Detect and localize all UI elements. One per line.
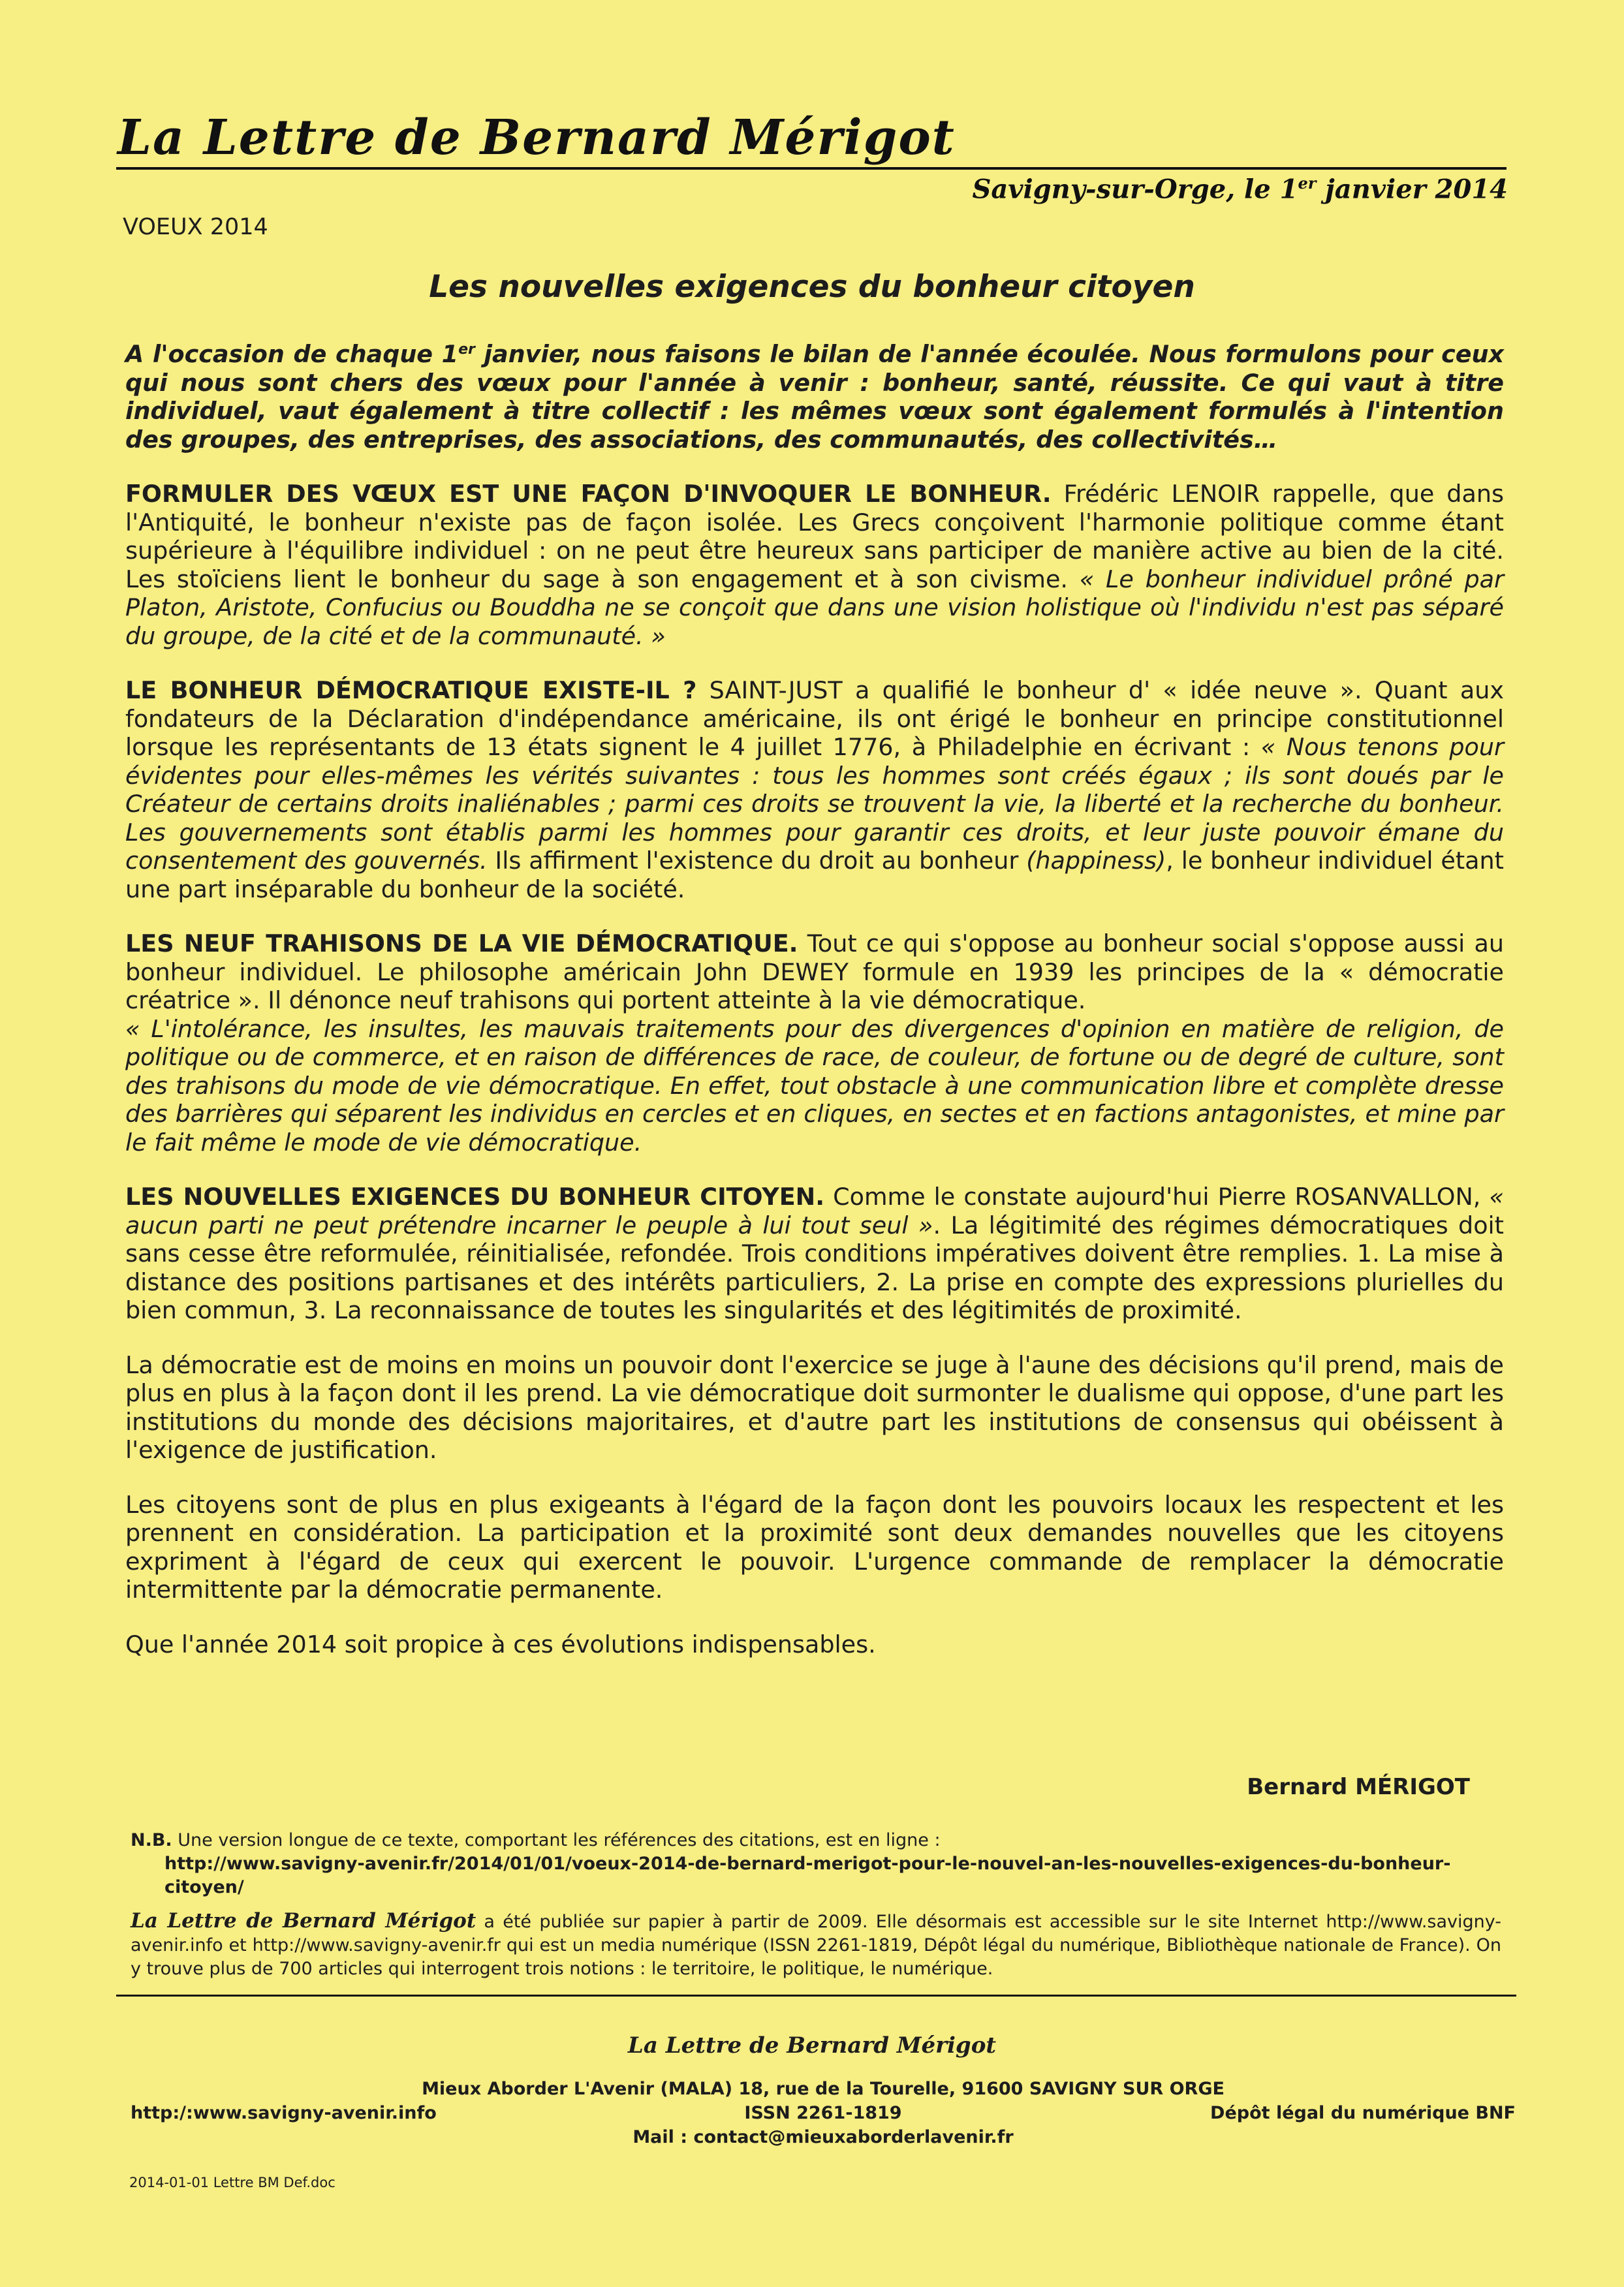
file-name: 2014-01-01 Lettre BM Def.doc <box>129 2175 336 2190</box>
footer-row <box>131 2077 1516 2101</box>
section-heading: FORMULER DES VŒUX EST UNE FAÇON D'INVOQUER LE BONHEUR. <box>125 480 1052 508</box>
note-text: Une version longue de ce texte, comportant les références des citations, est en ligne : <box>172 1830 941 1850</box>
section-heading: LES NEUF TRAHISONS DE LA VIE DÉMOCRATIQUE. <box>125 929 798 958</box>
section-2 <box>125 676 1504 903</box>
lead-paragraph <box>125 335 1504 454</box>
note-url-link[interactable]: http://www.savigny-avenir.fr/2014/01/01/voeux-2014-de-bernard-merigot-pour-le-nouvel-an-les-nouvelles-exigences-du-bonheur-citoyen/ <box>164 1854 1451 1897</box>
dateline-sup: er <box>1298 174 1317 193</box>
section-1 <box>125 480 1504 650</box>
section-text: , le bonheur individuel étant une part inséparable du bonheur de la société. <box>125 847 1504 903</box>
masthead: La Lettre de Bernard Mérigot <box>117 110 956 166</box>
lead-text-end: janvier, nous faisons le bilan de l'année écoulée. Nous formulons pour ceux qui nous sont chers des vœux pour l'année à venir : bonheur, santé, réussite. Ce qui vaut à titre individuel, vaut également à titre collectif : les mêmes vœux sont également formulés à l'intention des groupes, des entreprises, des associations, des communautés, des collectivités… <box>125 340 1504 454</box>
signature: Bernard MÉRIGOT <box>1247 1774 1470 1800</box>
about-block <box>131 1909 1501 1981</box>
section-text: Comme le constate aujourd'hui Pierre ROSANVALLON, <box>824 1183 1490 1211</box>
footer-depot: Dépôt légal du numérique BNF <box>1210 2103 1516 2123</box>
section-3 <box>125 929 1504 1157</box>
section-text: Ils affirment l'existence du droit au bonheur <box>487 847 1027 875</box>
dateline <box>972 174 1508 204</box>
paragraph: Que l'année 2014 soit propice à ces évolutions indispensables. <box>125 1630 876 1658</box>
section-text: Frédéric LENOIR rappelle, que dans l'Antiquité, le bonheur n'existe pas de façon isolée. Les Grecs conçoivent l'harmonie politique comme étant supérieure à l'équilibre individuel : on ne peut être heureux sans participer de manière active au bien de la cité. Les stoïciens lient le bonheur du sage à son engagement et à son civisme. <box>125 480 1504 593</box>
note-block <box>131 1829 1501 1899</box>
section-label: VOEUX 2014 <box>123 214 268 240</box>
section-text: Tout ce qui s'oppose au bonheur social s'oppose aussi au bonheur individuel. Le philosophe américain John DEWEY formule en 1939 les principes de la « démocratie créatrice ». Il dénonce neuf trahisons qui portent atteinte à la vie démocratique. <box>125 929 1505 1015</box>
section-quote: « Le bonheur individuel prôné par Platon, Aristote, Confucius ou Bouddha ne se conçoit que dans une vision holistique où l'individu n'est pas séparé du groupe, de la cité et de la communauté. » <box>125 565 1504 650</box>
about-name: La Lettre de Bernard Mérigot <box>131 1909 476 1933</box>
about-text: a été publiée sur papier à partir de 2009. Elle désormais est accessible sur le site Internet http://www.savigny-avenir.info et http://www.savigny-avenir.fr qui est un media numérique (ISSN 2261-1819, Dépôt légal du numérique, Bibliothèque nationale de France). On y trouve plus de 700 articles qui interrogent trois notions : le territoire, le politique, le numérique. <box>131 1912 1501 1979</box>
lead-text-start: A l'occasion de chaque 1 <box>125 340 459 369</box>
footer <box>131 2077 1516 2149</box>
page-title: Les nouvelles exigences du bonheur citoyen <box>429 269 1195 305</box>
section-heading: LE BONHEUR DÉMOCRATIQUE EXISTE-IL ? <box>125 676 697 705</box>
article-body <box>125 335 1504 1685</box>
section-quote: « Nous tenons pour évidentes pour elles-mêmes les vérités suivantes : tous les hommes sont créés égaux ; ils sont doués par le Créateur de certains droits inaliénables ; parmi ces droits se trouvent la vie, la liberté et la recherche du bonheur. Les gouvernements sont établis parmi les hommes pour garantir ces droits, et leur juste pouvoir émane du consentement des gouvernés. <box>125 733 1505 875</box>
section-quote: « L'intolérance, les insultes, les mauvais traitements pour des divergences d'opinion en matière de religion, de politique ou de commerce, et en raison de différences de race, de couleur, de fortune ou de degré de culture, sont des trahisons du mode de vie démocratique. En effet, tout obstacle à une communication libre et complète dresse des barrières qui séparent les individus en cercles et en cliques, en sectes et en factions antagonistes, et mine par le fait même le mode de vie démocratique. <box>125 1014 1504 1157</box>
note-label: N.B. <box>131 1830 172 1850</box>
lead-sup: er <box>458 341 475 358</box>
dateline-date: janvier 2014 <box>1316 174 1508 205</box>
footer-website-link[interactable]: http:/:www.savigny-avenir.info <box>131 2103 437 2123</box>
dateline-place: Savigny-sur-Orge, le 1 <box>972 174 1298 205</box>
section-heading: LES NOUVELLES EXIGENCES DU BONHEUR CITOYEN. <box>125 1183 825 1211</box>
footer-title: La Lettre de Bernard Mérigot <box>627 2032 997 2059</box>
footer-row <box>131 2101 1516 2125</box>
paragraph: Les citoyens sont de plus en plus exigeants à l'égard de la façon dont les pouvoirs locaux les respectent et les prennent en considération. La participation et la proximité sont deux demandes nouvelles que les citoyens expriment à l'égard de ceux qui exercent le pouvoir. L'urgence commande de remplacer la démocratie intermittente par la démocratie permanente. <box>125 1490 1504 1604</box>
footer-issn: ISSN 2261-1819 <box>744 2103 902 2123</box>
section-quote: « aucun parti ne peut prétendre incarner le peuple à lui tout seul » <box>125 1183 1504 1239</box>
section-text: . La légitimité des régimes démocratiques doit sans cesse être reformulée, réinitialisée, refondée. Trois conditions impératives doivent être remplies. 1. La mise à distance des positions partisanes et des intérêts particuliers, 2. La prise en compte des expressions plurielles du bien commun, 3. La reconnaissance de toutes les singularités et des légitimités de proximité. <box>125 1211 1504 1325</box>
footer-rule <box>116 1995 1516 1997</box>
footer-row <box>131 2125 1516 2149</box>
footer-mail[interactable]: Mail : contact@mieuxaborderlavenir.fr <box>632 2127 1014 2147</box>
section-text: SAINT-JUST a qualifié le bonheur d' « idée neuve ». Quant aux fondateurs de la Déclaration d'indépendance américaine, ils ont érigé le bonheur en principe constitutionnel lorsque les représentants de 13 états signent le 4 juillet 1776, à Philadelphie en écrivant : <box>125 676 1505 762</box>
section-quote: (happiness) <box>1026 847 1166 875</box>
section-4 <box>125 1183 1504 1325</box>
paragraph: La démocratie est de moins en moins un pouvoir dont l'exercice se juge à l'aune des décisions qu'il prend, mais de plus en plus à la façon dont il les prend. La vie démocratique doit surmonter le dualisme qui oppose, d'une part les institutions du monde des décisions majoritaires, et d'autre part les institutions de consensus qui obéissent à l'exigence de justification. <box>125 1350 1504 1465</box>
masthead-rule <box>116 167 1507 170</box>
footer-address: Mieux Aborder L'Avenir (MALA) 18, rue de la Tourelle, 91600 SAVIGNY SUR ORGE <box>422 2079 1225 2099</box>
